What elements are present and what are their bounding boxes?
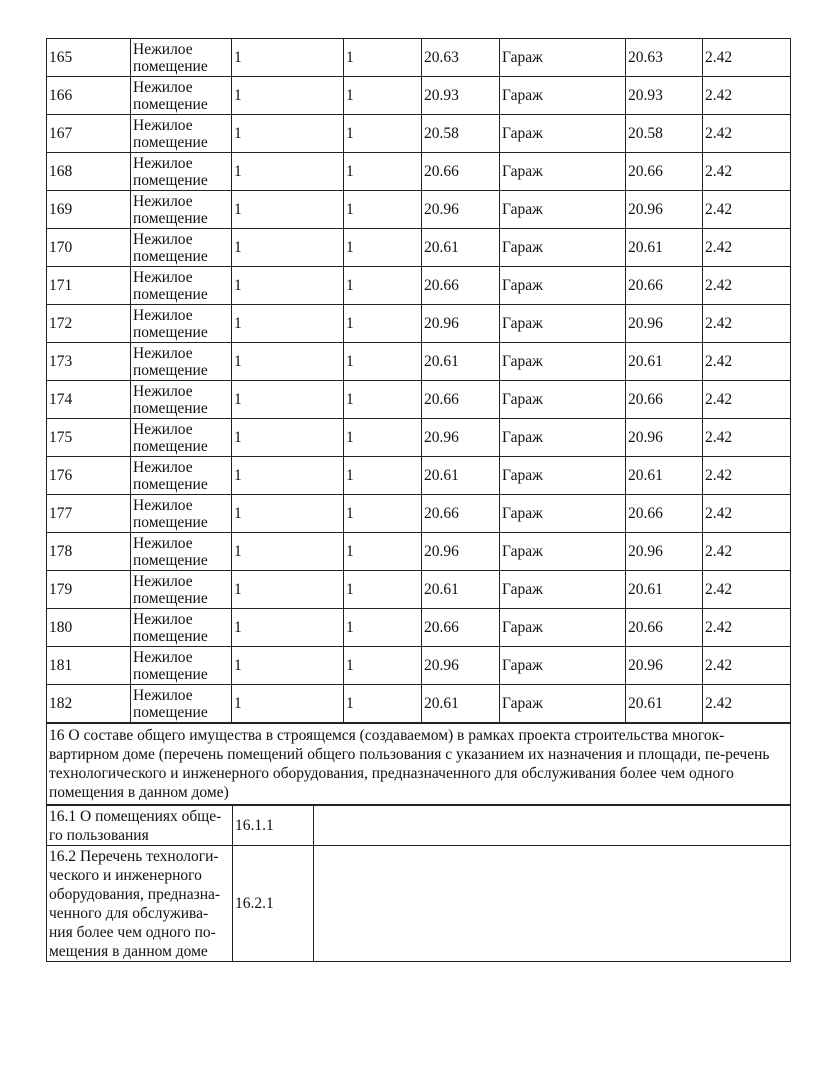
section-16-items [46, 805, 791, 962]
table-row [47, 685, 791, 723]
ceiling-height-cell: 2.42 [703, 153, 791, 191]
purpose-cell: Гараж [500, 267, 626, 305]
table-row [47, 343, 791, 381]
row-number-cell: 165 [47, 39, 131, 77]
purpose-cell: Гараж [500, 685, 626, 723]
purpose-cell: Гараж [500, 343, 626, 381]
area-cell: 20.61 [422, 685, 500, 723]
area-cell: 20.61 [422, 457, 500, 495]
premises-type-cell: Нежилое помещение [131, 343, 232, 381]
count-2-cell: 1 [344, 419, 422, 457]
area-cell: 20.61 [422, 343, 500, 381]
table-row [47, 533, 791, 571]
area-total-cell: 20.58 [626, 115, 703, 153]
section-16-title: 16 О составе общего имущества в строящемся (создаваемом) в рамках проекта строительства многок-вартирном доме (перечень помещений общего пользования с указанием их назначения и площади, пе-речень технологического и инженерного оборудования, предназначенного для обслуживания более чем одного помещения в данном доме) [47, 724, 791, 805]
ceiling-height-cell: 2.42 [703, 609, 791, 647]
ceiling-height-cell: 2.42 [703, 77, 791, 115]
premises-type-cell: Нежилое помещение [131, 305, 232, 343]
premises-type-cell: Нежилое помещение [131, 267, 232, 305]
row-number-cell: 171 [47, 267, 131, 305]
table-row [47, 305, 791, 343]
premises-table [46, 38, 791, 723]
row-number-cell: 182 [47, 685, 131, 723]
item-value [314, 846, 791, 962]
area-cell: 20.61 [422, 229, 500, 267]
row-number-cell: 181 [47, 647, 131, 685]
area-total-cell: 20.61 [626, 457, 703, 495]
table-row [47, 267, 791, 305]
count-1-cell: 1 [232, 115, 344, 153]
premises-type-cell: Нежилое помещение [131, 609, 232, 647]
item-value [314, 806, 791, 846]
section-16-2-row [47, 846, 791, 962]
ceiling-height-cell: 2.42 [703, 571, 791, 609]
purpose-cell: Гараж [500, 609, 626, 647]
count-2-cell: 1 [344, 343, 422, 381]
premises-type-cell: Нежилое помещение [131, 533, 232, 571]
table-row [47, 39, 791, 77]
purpose-cell: Гараж [500, 571, 626, 609]
ceiling-height-cell: 2.42 [703, 191, 791, 229]
ceiling-height-cell: 2.42 [703, 267, 791, 305]
row-number-cell: 177 [47, 495, 131, 533]
count-1-cell: 1 [232, 495, 344, 533]
table-row [47, 571, 791, 609]
premises-type-cell: Нежилое помещение [131, 153, 232, 191]
count-2-cell: 1 [344, 457, 422, 495]
purpose-cell: Гараж [500, 495, 626, 533]
count-2-cell: 1 [344, 305, 422, 343]
area-cell: 20.93 [422, 77, 500, 115]
count-2-cell: 1 [344, 229, 422, 267]
premises-type-cell: Нежилое помещение [131, 229, 232, 267]
area-total-cell: 20.66 [626, 153, 703, 191]
table-row [47, 115, 791, 153]
area-cell: 20.66 [422, 495, 500, 533]
count-2-cell: 1 [344, 115, 422, 153]
premises-type-cell: Нежилое помещение [131, 191, 232, 229]
area-cell: 20.96 [422, 191, 500, 229]
area-cell: 20.96 [422, 305, 500, 343]
count-1-cell: 1 [232, 343, 344, 381]
count-2-cell: 1 [344, 685, 422, 723]
purpose-cell: Гараж [500, 533, 626, 571]
count-1-cell: 1 [232, 229, 344, 267]
premises-type-cell: Нежилое помещение [131, 647, 232, 685]
count-2-cell: 1 [344, 495, 422, 533]
item-code: 16.2.1 [233, 846, 314, 962]
count-1-cell: 1 [232, 381, 344, 419]
premises-type-cell: Нежилое помещение [131, 685, 232, 723]
purpose-cell: Гараж [500, 229, 626, 267]
row-number-cell: 175 [47, 419, 131, 457]
row-number-cell: 173 [47, 343, 131, 381]
area-total-cell: 20.66 [626, 381, 703, 419]
premises-type-cell: Нежилое помещение [131, 457, 232, 495]
purpose-cell: Гараж [500, 191, 626, 229]
count-1-cell: 1 [232, 571, 344, 609]
premises-type-cell: Нежилое помещение [131, 115, 232, 153]
table-row [47, 419, 791, 457]
count-2-cell: 1 [344, 267, 422, 305]
count-1-cell: 1 [232, 39, 344, 77]
area-total-cell: 20.61 [626, 229, 703, 267]
purpose-cell: Гараж [500, 457, 626, 495]
area-cell: 20.96 [422, 533, 500, 571]
count-1-cell: 1 [232, 153, 344, 191]
premises-type-cell: Нежилое помещение [131, 77, 232, 115]
ceiling-height-cell: 2.42 [703, 419, 791, 457]
count-1-cell: 1 [232, 609, 344, 647]
area-total-cell: 20.61 [626, 571, 703, 609]
premises-type-cell: Нежилое помещение [131, 571, 232, 609]
count-1-cell: 1 [232, 267, 344, 305]
table-row [47, 191, 791, 229]
row-number-cell: 176 [47, 457, 131, 495]
ceiling-height-cell: 2.42 [703, 647, 791, 685]
area-cell: 20.61 [422, 571, 500, 609]
area-total-cell: 20.66 [626, 609, 703, 647]
purpose-cell: Гараж [500, 647, 626, 685]
count-1-cell: 1 [232, 647, 344, 685]
purpose-cell: Гараж [500, 115, 626, 153]
ceiling-height-cell: 2.42 [703, 457, 791, 495]
premises-type-cell: Нежилое помещение [131, 381, 232, 419]
area-total-cell: 20.96 [626, 647, 703, 685]
row-number-cell: 180 [47, 609, 131, 647]
count-1-cell: 1 [232, 77, 344, 115]
purpose-cell: Гараж [500, 381, 626, 419]
area-total-cell: 20.61 [626, 343, 703, 381]
ceiling-height-cell: 2.42 [703, 495, 791, 533]
area-total-cell: 20.66 [626, 267, 703, 305]
area-total-cell: 20.96 [626, 191, 703, 229]
count-2-cell: 1 [344, 571, 422, 609]
document-page [46, 38, 790, 962]
area-total-cell: 20.96 [626, 533, 703, 571]
table-row [47, 153, 791, 191]
count-2-cell: 1 [344, 39, 422, 77]
area-total-cell: 20.66 [626, 495, 703, 533]
count-2-cell: 1 [344, 77, 422, 115]
ceiling-height-cell: 2.42 [703, 229, 791, 267]
row-number-cell: 168 [47, 153, 131, 191]
area-cell: 20.66 [422, 609, 500, 647]
count-1-cell: 1 [232, 419, 344, 457]
area-total-cell: 20.61 [626, 685, 703, 723]
count-1-cell: 1 [232, 457, 344, 495]
count-2-cell: 1 [344, 381, 422, 419]
area-cell: 20.96 [422, 419, 500, 457]
table-row [47, 609, 791, 647]
premises-type-cell: Нежилое помещение [131, 419, 232, 457]
area-cell: 20.66 [422, 267, 500, 305]
count-2-cell: 1 [344, 191, 422, 229]
count-2-cell: 1 [344, 609, 422, 647]
row-number-cell: 169 [47, 191, 131, 229]
section-16-table [46, 723, 791, 805]
purpose-cell: Гараж [500, 153, 626, 191]
row-number-cell: 170 [47, 229, 131, 267]
ceiling-height-cell: 2.42 [703, 115, 791, 153]
table-row [47, 457, 791, 495]
table-row [47, 77, 791, 115]
table-row [47, 229, 791, 267]
count-2-cell: 1 [344, 647, 422, 685]
ceiling-height-cell: 2.42 [703, 39, 791, 77]
section-16-1-row [47, 806, 791, 846]
row-number-cell: 174 [47, 381, 131, 419]
area-total-cell: 20.96 [626, 305, 703, 343]
area-cell: 20.66 [422, 381, 500, 419]
count-1-cell: 1 [232, 685, 344, 723]
table-row [47, 495, 791, 533]
item-label: 16.2 Перечень технологи-ческого и инженерного оборудования, предназна-ченного для обслужива-ния более чем одного по-мещения в данном доме [47, 846, 233, 962]
ceiling-height-cell: 2.42 [703, 533, 791, 571]
row-number-cell: 172 [47, 305, 131, 343]
row-number-cell: 178 [47, 533, 131, 571]
ceiling-height-cell: 2.42 [703, 381, 791, 419]
purpose-cell: Гараж [500, 77, 626, 115]
area-total-cell: 20.96 [626, 419, 703, 457]
area-cell: 20.58 [422, 115, 500, 153]
row-number-cell: 167 [47, 115, 131, 153]
item-label: 16.1 О помещениях обще-го пользования [47, 806, 233, 846]
purpose-cell: Гараж [500, 39, 626, 77]
purpose-cell: Гараж [500, 305, 626, 343]
area-cell: 20.66 [422, 153, 500, 191]
ceiling-height-cell: 2.42 [703, 685, 791, 723]
table-row [47, 647, 791, 685]
count-2-cell: 1 [344, 153, 422, 191]
count-2-cell: 1 [344, 533, 422, 571]
count-1-cell: 1 [232, 191, 344, 229]
area-total-cell: 20.63 [626, 39, 703, 77]
item-code: 16.1.1 [233, 806, 314, 846]
premises-type-cell: Нежилое помещение [131, 39, 232, 77]
row-number-cell: 179 [47, 571, 131, 609]
premises-type-cell: Нежилое помещение [131, 495, 232, 533]
area-cell: 20.63 [422, 39, 500, 77]
table-row [47, 381, 791, 419]
area-cell: 20.96 [422, 647, 500, 685]
ceiling-height-cell: 2.42 [703, 305, 791, 343]
count-1-cell: 1 [232, 533, 344, 571]
row-number-cell: 166 [47, 77, 131, 115]
ceiling-height-cell: 2.42 [703, 343, 791, 381]
area-total-cell: 20.93 [626, 77, 703, 115]
count-1-cell: 1 [232, 305, 344, 343]
purpose-cell: Гараж [500, 419, 626, 457]
